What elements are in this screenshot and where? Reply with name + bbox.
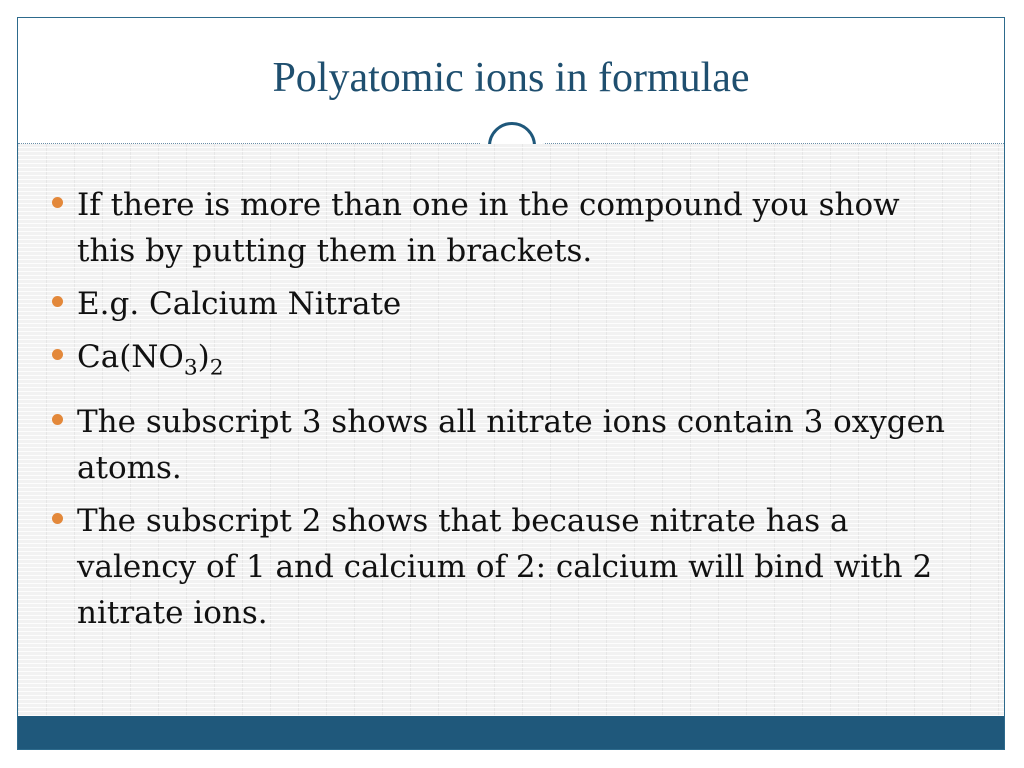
slide-title: Polyatomic ions in formulae: [272, 55, 750, 101]
bullet-dot-icon: [52, 296, 63, 307]
bullet-dot-icon: [52, 349, 63, 360]
formula: [77, 339, 224, 381]
bullet-text: The subscript 3 shows all nitrate ions contain 3 oxygen atoms.: [77, 403, 945, 486]
bullet-list: [50, 182, 960, 643]
content-area: [18, 144, 1004, 716]
slide: [17, 17, 1005, 750]
bullet-text: The subscript 2 shows that because nitrate has a valency of 1 and calcium of 2: calcium will bind with 2 nitrate ions.: [77, 502, 933, 631]
bullet-dot-icon: [52, 197, 63, 208]
bullet-dot-icon: [52, 513, 63, 524]
bullet-text: E.g. Calcium Nitrate: [77, 286, 402, 322]
bullet-text: If there is more than one in the compound you show this by putting them in brackets.: [77, 187, 900, 269]
formula-base: Ca(NO: [77, 339, 184, 375]
bullet-item: [50, 182, 960, 274]
bullet-item: [50, 498, 960, 636]
formula-subscript-2: 2: [209, 355, 224, 381]
footer-bar: [18, 716, 1004, 750]
bullet-item: [50, 399, 960, 491]
formula-close-bracket: ): [197, 339, 210, 375]
bullet-dot-icon: [52, 414, 63, 425]
formula-subscript-3: 3: [183, 355, 198, 381]
bullet-item-formula: [50, 334, 960, 392]
bullet-item: [50, 281, 960, 327]
